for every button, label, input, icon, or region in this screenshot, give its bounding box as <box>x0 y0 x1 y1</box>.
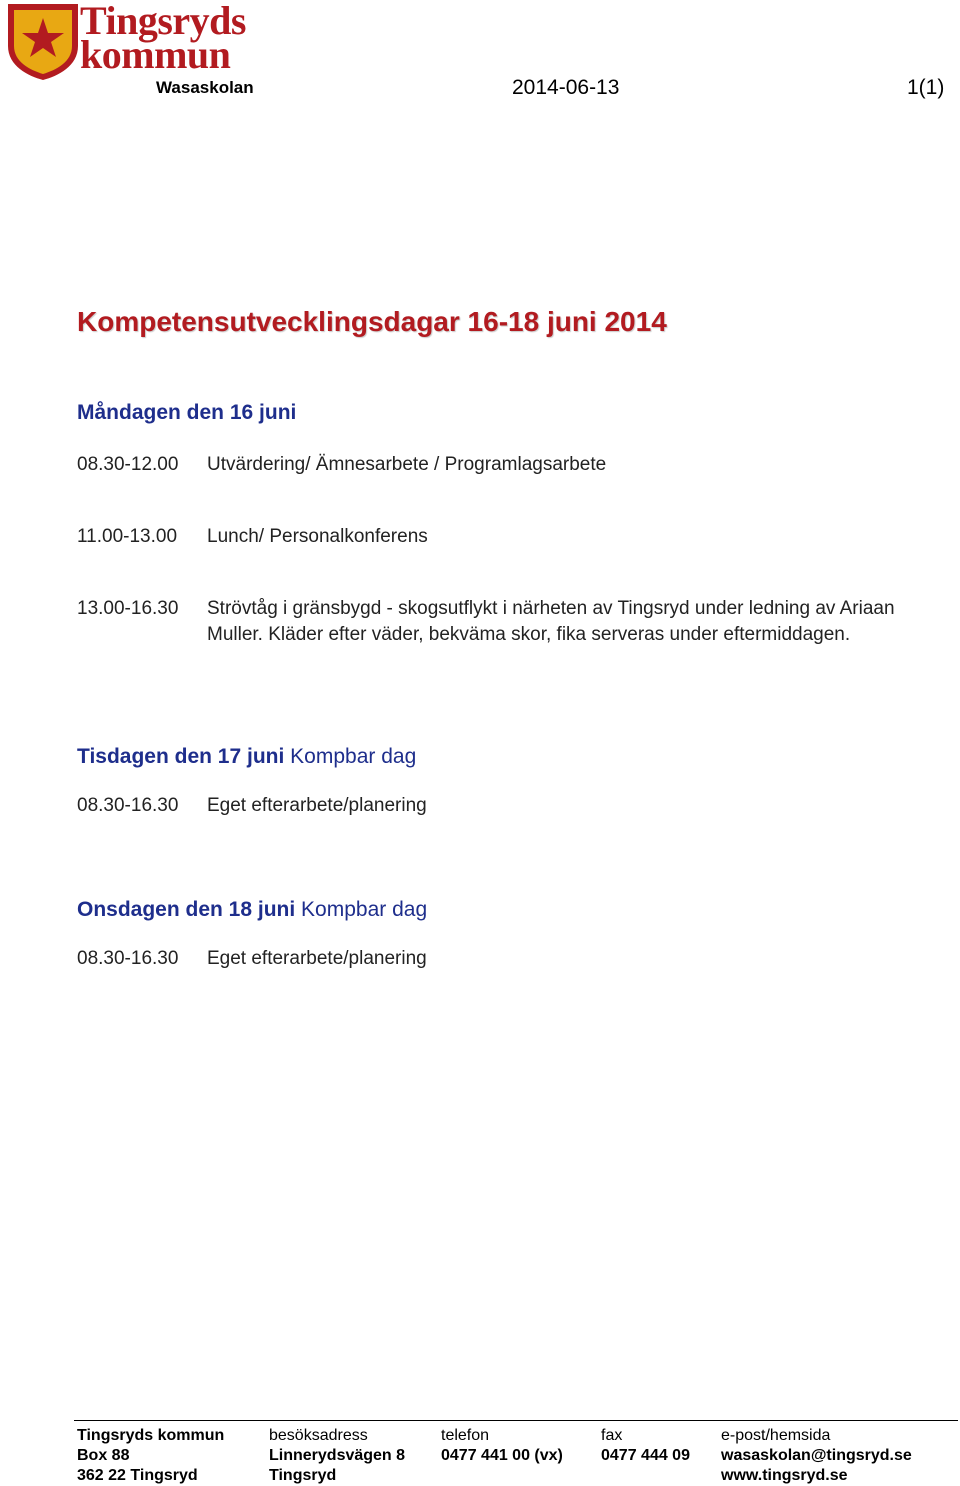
footer-label: e-post/hemsida <box>721 1427 831 1444</box>
schedule-time: 11.00-13.00 <box>77 526 178 547</box>
footer-divider <box>74 1420 958 1421</box>
schedule-time: 08.30-16.30 <box>77 795 179 816</box>
schedule-description: Utvärdering/ Ämnesarbete / Programlagsarbete <box>207 454 607 475</box>
day-heading-monday <box>77 401 296 425</box>
footer-fax-number: 0477 444 09 <box>601 1447 690 1464</box>
logo-wordmark <box>80 0 260 77</box>
footer-org-name: Tingsryds kommun <box>77 1427 225 1444</box>
day-name: Tisdagen den 17 juni <box>77 745 285 768</box>
schedule-row <box>77 596 897 648</box>
schedule-description: Eget efterarbete/planering <box>207 795 427 816</box>
footer-contact <box>721 1426 912 1486</box>
footer-email-link[interactable]: wasaskolan@tingsryd.se <box>721 1447 912 1464</box>
page-number: 1(1) <box>907 76 945 99</box>
day-note: Kompbar dag <box>290 745 417 768</box>
day-heading-wednesday <box>77 898 427 922</box>
footer-label: fax <box>601 1427 623 1444</box>
day-note: Kompbar dag <box>301 898 428 921</box>
document-title: Kompetensutvecklingsdagar 16-18 juni 2014 <box>77 306 667 337</box>
footer-phone <box>441 1426 563 1466</box>
logo-line-2: kommun <box>80 32 231 77</box>
schedule-row <box>77 793 897 819</box>
schedule-time: 08.30-12.00 <box>77 454 179 475</box>
footer-visit-address <box>269 1426 405 1486</box>
schedule-row <box>77 946 897 972</box>
coat-of-arms-icon <box>6 2 80 82</box>
schedule-description: Eget efterarbete/planering <box>207 948 427 969</box>
footer-city: Tingsryd <box>269 1467 337 1484</box>
day-name: Måndagen den 16 juni <box>77 401 297 424</box>
schedule-time: 13.00-16.30 <box>77 598 179 619</box>
footer-label: telefon <box>441 1427 490 1444</box>
footer-postal: 362 22 Tingsryd <box>77 1467 198 1484</box>
logo-line-1: Tingsryds <box>80 0 246 43</box>
day-heading-tuesday <box>77 745 416 769</box>
footer-label: besöksadress <box>269 1427 368 1444</box>
footer-phone-number: 0477 441 00 (vx) <box>441 1447 563 1464</box>
footer-box: Box 88 <box>77 1447 130 1464</box>
schedule-description: Lunch/ Personalkonferens <box>207 526 428 547</box>
footer-organization <box>77 1426 224 1486</box>
footer-street: Linnerydsvägen 8 <box>269 1447 406 1464</box>
footer-website-link[interactable]: www.tingsryd.se <box>721 1467 848 1484</box>
day-name: Onsdagen den 18 juni <box>77 898 296 921</box>
schedule-time: 08.30-16.30 <box>77 948 179 969</box>
schedule-description: Strövtåg i gränsbygd - skogsutflykt i närheten av Tingsryd under ledning av Ariaan Muller. Kläder efter väder, bekväma skor, fika serveras under eftermiddagen. <box>207 598 895 645</box>
footer-fax <box>601 1426 690 1466</box>
school-name: Wasaskolan <box>156 78 254 97</box>
schedule-row <box>77 452 897 478</box>
schedule-row <box>77 524 897 550</box>
document-date: 2014-06-13 <box>512 76 620 99</box>
